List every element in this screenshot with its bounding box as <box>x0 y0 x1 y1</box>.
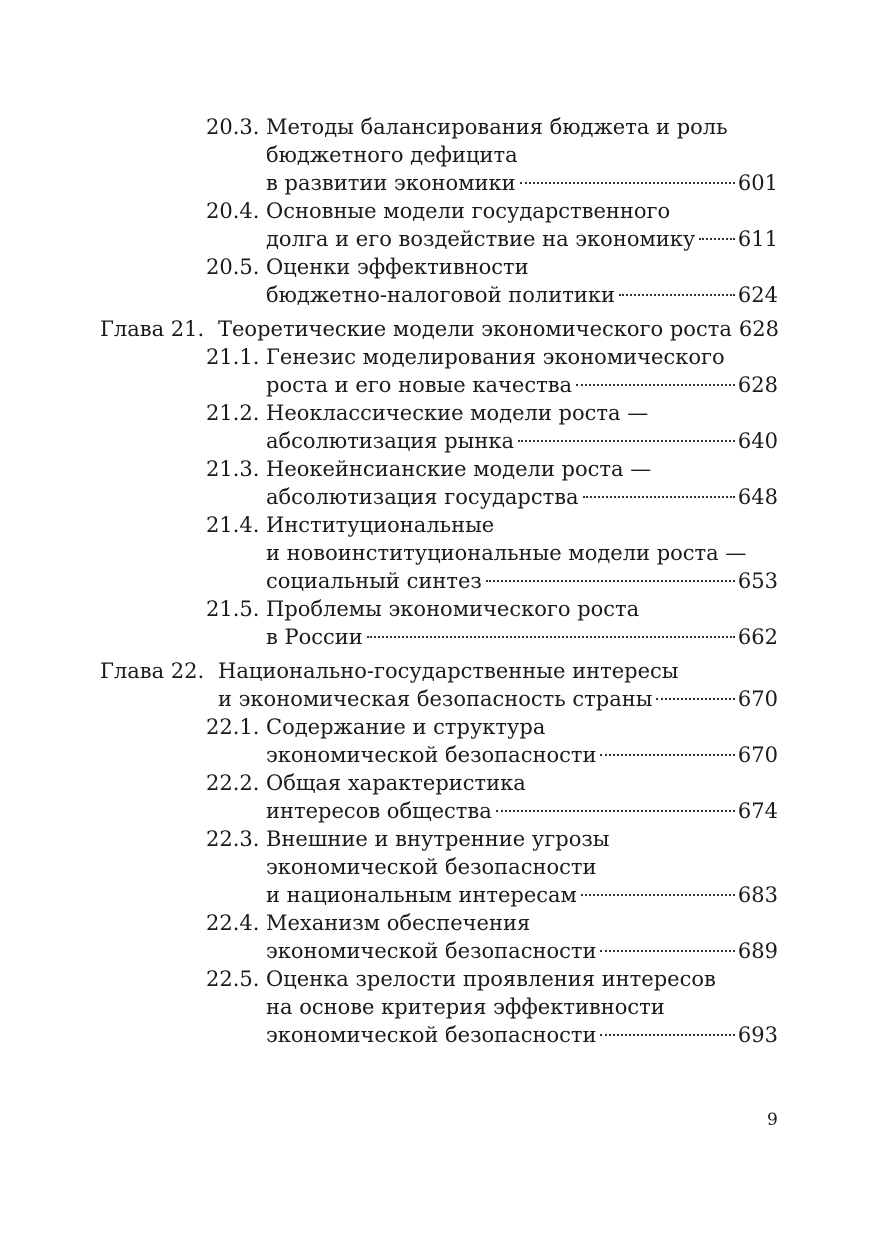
title-last-line <box>266 281 778 309</box>
entry-title <box>266 713 778 769</box>
entry-page[interactable]: 670 <box>737 687 778 711</box>
table-of-contents <box>0 113 876 1049</box>
title-line: бюджетно-налоговой политики <box>266 283 615 307</box>
title-last-line <box>266 371 778 399</box>
title-line: абсолютизация рынка <box>266 429 515 453</box>
dot-leader <box>699 238 735 240</box>
title-line: и национальным интересам <box>266 883 577 907</box>
entry-page[interactable]: 628 <box>738 317 779 341</box>
toc-section-entry[interactable] <box>0 343 876 399</box>
entry-title <box>218 315 778 343</box>
title-line: Содержание и структура <box>266 715 546 739</box>
title-line: абсолютизация государства <box>266 485 579 509</box>
title-line: бюджетного дефицита <box>266 143 518 167</box>
dot-leader <box>600 1034 734 1036</box>
title-line: Неоклассические модели роста — <box>266 401 649 425</box>
entry-number: Глава 22. <box>100 659 205 683</box>
entry-page[interactable]: 674 <box>737 799 778 823</box>
title-last-line <box>266 937 778 965</box>
toc-section-entry[interactable] <box>0 595 876 651</box>
entry-page[interactable]: 653 <box>737 569 778 593</box>
title-line: экономической безопасности <box>266 939 597 963</box>
dot-leader <box>486 580 735 582</box>
entry-number: 21.1. <box>206 345 260 369</box>
entry-title <box>266 825 778 909</box>
entry-title <box>266 909 778 965</box>
dot-leader <box>581 894 735 896</box>
entry-title <box>266 595 778 651</box>
title-line: Оценка зрелости проявления интересов <box>266 967 716 991</box>
dot-leader <box>576 384 735 386</box>
entry-page[interactable]: 662 <box>737 625 778 649</box>
title-line: Теоретические модели экономического роста <box>218 317 732 341</box>
title-line: долга и его воздействие на экономику <box>266 227 696 251</box>
entry-number: 20.5. <box>206 255 260 279</box>
entry-page[interactable]: 628 <box>737 373 778 397</box>
title-line: Оценки эффективности <box>266 255 529 279</box>
title-line: Внешние и внутренние угрозы <box>266 827 610 851</box>
entry-number: 21.3. <box>206 457 260 481</box>
entry-title <box>266 253 778 309</box>
dot-leader <box>600 950 734 952</box>
title-line: в развитии экономики <box>266 171 516 195</box>
dot-leader <box>656 698 734 700</box>
entry-title <box>266 399 778 455</box>
title-line: в России <box>266 625 363 649</box>
title-last-line <box>266 427 778 455</box>
title-line: Механизм обеспечения <box>266 911 531 935</box>
title-line: экономической безопасности <box>266 855 597 879</box>
toc-section-entry[interactable] <box>0 455 876 511</box>
toc-section-entry[interactable] <box>0 113 876 197</box>
entry-title <box>266 343 778 399</box>
entry-page[interactable]: 693 <box>737 1023 778 1047</box>
dot-leader <box>518 440 735 442</box>
title-last-line <box>266 741 778 769</box>
title-line: Методы балансирования бюджета и роль <box>266 115 728 139</box>
page-number: 9 <box>767 1110 778 1130</box>
title-line: экономической безопасности <box>266 743 597 767</box>
title-last-line <box>266 225 778 253</box>
entry-number: 22.5. <box>206 967 260 991</box>
entry-page[interactable]: 648 <box>737 485 778 509</box>
entry-number: 21.5. <box>206 597 260 621</box>
entry-title <box>266 511 778 595</box>
entry-number: 21.2. <box>206 401 260 425</box>
title-last-line <box>266 797 778 825</box>
title-line: социальный синтез <box>266 569 482 593</box>
title-line: интересов общества <box>266 799 492 823</box>
dot-leader <box>619 294 735 296</box>
title-line: роста и его новые качества <box>266 373 573 397</box>
title-line: Основные модели государственного <box>266 199 671 223</box>
title-line: Общая характеристика <box>266 771 526 795</box>
entry-page[interactable]: 670 <box>737 743 778 767</box>
title-line: Проблемы экономического роста <box>266 597 640 621</box>
title-line: Генезис моделирования экономического <box>266 345 725 369</box>
entry-title <box>266 769 778 825</box>
toc-section-entry[interactable] <box>0 909 876 965</box>
entry-page[interactable]: 640 <box>737 429 778 453</box>
toc-section-entry[interactable] <box>0 769 876 825</box>
entry-number: Глава 21. <box>100 317 205 341</box>
title-last-line <box>266 169 778 197</box>
entry-page[interactable]: 689 <box>737 939 778 963</box>
title-last-line <box>266 1021 778 1049</box>
entry-title <box>218 657 778 713</box>
toc-section-entry[interactable] <box>0 253 876 309</box>
entry-title <box>266 965 778 1049</box>
toc-section-entry[interactable] <box>0 197 876 253</box>
entry-number: 22.2. <box>206 771 260 795</box>
toc-section-entry[interactable] <box>0 511 876 595</box>
title-last-line <box>266 881 778 909</box>
entry-page[interactable]: 601 <box>737 171 778 195</box>
dot-leader <box>583 496 735 498</box>
title-last-line <box>218 315 778 343</box>
dot-leader <box>600 754 734 756</box>
title-line: Неокейнсианские модели роста — <box>266 457 652 481</box>
entry-page[interactable]: 624 <box>737 283 778 307</box>
entry-number: 21.4. <box>206 513 260 537</box>
toc-section-entry[interactable] <box>0 399 876 455</box>
title-line: Национально-государственные интересы <box>218 659 679 683</box>
toc-section-entry[interactable] <box>0 713 876 769</box>
entry-page[interactable]: 611 <box>737 227 778 251</box>
title-line: экономической безопасности <box>266 1023 597 1047</box>
entry-title <box>266 113 778 197</box>
title-line: и экономическая безопасность страны <box>218 687 653 711</box>
toc-chapter-entry[interactable] <box>0 315 876 343</box>
toc-section-entry[interactable] <box>0 965 876 1049</box>
entry-number: 20.4. <box>206 199 260 223</box>
toc-chapter-entry[interactable] <box>0 657 876 713</box>
dot-leader <box>520 182 735 184</box>
title-line: на основе критерия эффективности <box>266 995 665 1019</box>
title-line: и новоинституциональные модели роста — <box>266 541 747 565</box>
title-line: Институциональные <box>266 513 495 537</box>
title-last-line <box>218 685 778 713</box>
dot-leader <box>496 810 735 812</box>
entry-number: 22.3. <box>206 827 260 851</box>
entry-number: 22.4. <box>206 911 260 935</box>
entry-number: 22.1. <box>206 715 260 739</box>
title-last-line <box>266 483 778 511</box>
entry-title <box>266 197 778 253</box>
toc-section-entry[interactable] <box>0 825 876 909</box>
entry-number: 20.3. <box>206 115 260 139</box>
title-last-line <box>266 567 778 595</box>
title-last-line <box>266 623 778 651</box>
entry-title <box>266 455 778 511</box>
entry-page[interactable]: 683 <box>737 883 778 907</box>
dot-leader <box>367 636 735 638</box>
